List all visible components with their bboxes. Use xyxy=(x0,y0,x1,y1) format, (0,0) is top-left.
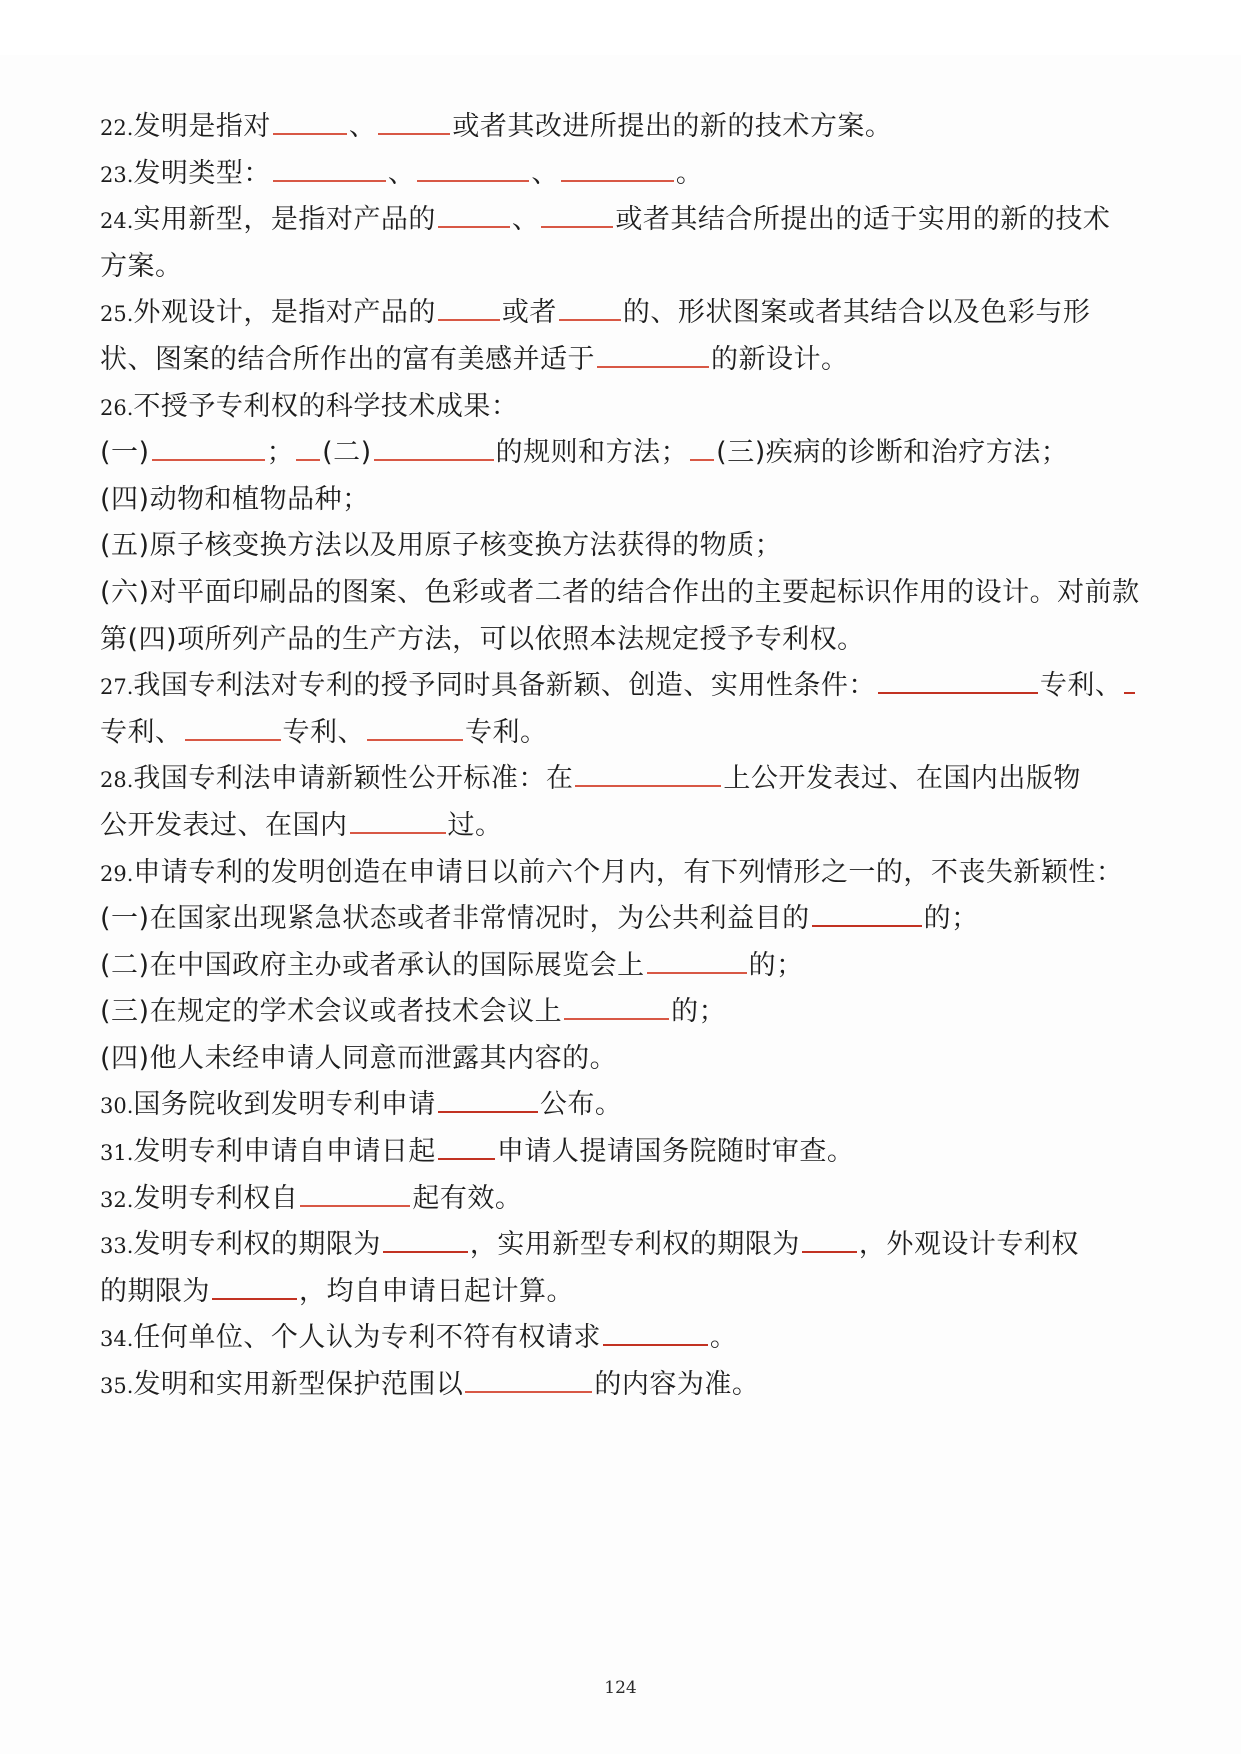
blank-underline xyxy=(438,201,510,229)
document-line xyxy=(100,803,1145,850)
text-run: 实用新型，是指对产品的 xyxy=(133,204,436,236)
document-line xyxy=(100,756,1145,803)
blank-underline xyxy=(152,434,265,462)
page-number: 124 xyxy=(604,1678,637,1698)
blank-underline xyxy=(564,993,669,1021)
document-line xyxy=(100,337,1145,384)
question-number: 34. xyxy=(100,1327,134,1352)
document-line xyxy=(100,1176,1145,1223)
document-line xyxy=(100,384,1145,431)
question-number: 25. xyxy=(100,302,134,327)
text-run: 。 xyxy=(675,157,704,189)
text-run: 申请专利的发明创造在申请日以前六个月内，有下列情形之一的，不丧失新颖性： xyxy=(133,856,1124,888)
blank-underline xyxy=(296,434,320,462)
text-run: 的、形状图案或者其结合以及色彩与形 xyxy=(622,297,1091,329)
text-run: 、 xyxy=(387,157,416,189)
blank-underline xyxy=(559,294,621,322)
document-line xyxy=(100,1269,1145,1316)
blank-underline xyxy=(374,434,494,462)
document-line xyxy=(100,244,1145,291)
question-number: 30. xyxy=(100,1094,134,1119)
blank-underline xyxy=(273,107,347,135)
document-line xyxy=(100,1315,1145,1362)
text-run: (四)动物和植物品种； xyxy=(100,483,370,515)
text-run: 、 xyxy=(531,157,559,189)
document-line xyxy=(100,430,1145,477)
blank-underline xyxy=(185,713,281,741)
text-run: ，实用新型专利权的期限为 xyxy=(469,1229,800,1261)
text-run: 外观设计，是指对产品的 xyxy=(133,297,436,329)
text-run: (一)在国家出现紧急状态或者非常情况时，为公共利益目的 xyxy=(100,903,810,935)
text-run: 我国专利法申请新颖性公开标准：在 xyxy=(133,763,574,795)
blank-underline xyxy=(212,1272,297,1300)
text-run: 专利、 xyxy=(100,716,183,748)
text-run: 公布。 xyxy=(539,1089,623,1121)
question-number: 32. xyxy=(100,1187,134,1212)
document-body xyxy=(100,104,1145,1409)
document-line xyxy=(100,896,1145,943)
text-run: 的； xyxy=(923,903,979,935)
text-run: 起有效。 xyxy=(412,1182,523,1214)
blank-underline xyxy=(575,760,721,788)
text-run: 。 xyxy=(709,1322,738,1354)
blank-underline xyxy=(878,666,1038,694)
blank-underline xyxy=(438,294,500,322)
question-number: 33. xyxy=(100,1234,134,1259)
text-run: 发明和实用新型保护范围以 xyxy=(133,1369,464,1401)
document-line xyxy=(100,943,1145,990)
text-run: 过。 xyxy=(447,809,503,841)
text-run: ，均自申请日起计算。 xyxy=(299,1275,574,1307)
text-run: (三)在规定的学术会议或者技术会议上 xyxy=(100,996,563,1028)
blank-underline xyxy=(438,1086,538,1114)
text-run: (一) xyxy=(100,437,150,469)
text-run: 的期限为 xyxy=(100,1275,210,1307)
blank-underline xyxy=(603,1319,708,1347)
blank-underline xyxy=(465,1365,592,1393)
blank-underline xyxy=(383,1226,468,1254)
blank-underline xyxy=(812,899,922,927)
blank-underline xyxy=(541,201,613,229)
document-line xyxy=(100,1129,1145,1176)
document-line xyxy=(100,1222,1145,1269)
text-run: 专利、 xyxy=(1039,670,1123,702)
text-run: 上公开发表过、在国内出版物 xyxy=(723,763,1081,795)
text-run: 发明专利权的期限为 xyxy=(133,1229,381,1261)
blank-underline xyxy=(300,1179,410,1207)
text-run: 发明类型： xyxy=(133,157,271,189)
text-run: (六)对平面印刷品的图案、色彩或者二者的结合作出的主要起标识作用的设计。对前款 xyxy=(100,576,1140,608)
blank-underline xyxy=(350,806,446,834)
text-run: 的； xyxy=(748,949,804,981)
text-run: 发明专利权自 xyxy=(133,1182,299,1214)
blank-underline xyxy=(802,1226,857,1254)
text-run: 或者其改进所提出的新的技术方案。 xyxy=(452,111,893,142)
text-run: 方案。 xyxy=(100,250,183,282)
document-line xyxy=(100,1362,1145,1409)
text-run: 我国专利法对专利的授予同时具备新颖、创造、实用性条件： xyxy=(133,670,876,702)
blank-underline xyxy=(561,154,674,182)
text-run: 或者其结合所提出的适于实用的新的技术 xyxy=(615,204,1111,236)
document-line xyxy=(100,989,1145,1036)
document-line xyxy=(100,710,1145,757)
text-run: 申请人提请国务院随时审查。 xyxy=(496,1136,855,1168)
text-run: 第(四)项所列产品的生产方法，可以依照本法规定授予专利权。 xyxy=(100,623,865,655)
text-run: (三)疾病的诊断和治疗方法； xyxy=(716,437,1069,469)
document-line xyxy=(100,290,1145,337)
question-number: 28. xyxy=(100,768,134,793)
text-run: 的； xyxy=(671,996,727,1028)
document-line xyxy=(100,570,1145,617)
text-run: 发明是指对 xyxy=(133,111,271,142)
question-number: 35. xyxy=(100,1374,134,1399)
text-run: 的规则和方法； xyxy=(495,437,689,469)
question-number: 31. xyxy=(100,1141,134,1166)
blank-underline xyxy=(378,107,450,135)
blank-underline xyxy=(690,434,714,462)
text-run: ，外观设计专利权 xyxy=(858,1229,1079,1261)
text-run: 专利、 xyxy=(282,716,365,748)
text-run: 、 xyxy=(511,204,540,236)
document-line xyxy=(100,477,1145,524)
blank-underline xyxy=(273,154,386,182)
scan-margin-strip xyxy=(0,0,1241,55)
document-line xyxy=(100,663,1145,710)
text-run: 、 xyxy=(348,111,377,142)
text-run: 状、图案的结合所作出的富有美感并适于 xyxy=(100,343,595,375)
blank-underline xyxy=(367,713,463,741)
text-run: 或者 xyxy=(501,297,557,329)
question-number: 26. xyxy=(100,395,134,420)
document-line xyxy=(100,151,1145,198)
blank-underline xyxy=(438,1132,495,1160)
text-run: (四)他人未经申请人同意而泄露其内容的。 xyxy=(100,1042,618,1074)
text-run: ； xyxy=(266,437,295,469)
text-run: 发明专利申请自申请日起 xyxy=(133,1136,436,1168)
document-line xyxy=(100,523,1145,570)
text-run: 的新设计。 xyxy=(711,343,849,375)
blank-underline xyxy=(417,154,529,182)
document-line xyxy=(100,1082,1145,1129)
text-run: 公开发表过、在国内 xyxy=(100,809,348,841)
document-line xyxy=(100,104,1145,151)
text-run: (五)原子核变换方法以及用原子核变换方法获得的物质； xyxy=(100,530,783,562)
blank-underline xyxy=(1124,666,1135,694)
text-run: (二)在中国政府主办或者承认的国际展览会上 xyxy=(100,949,645,981)
question-number: 22. xyxy=(100,116,134,140)
blank-underline xyxy=(647,946,747,974)
text-run: 不授予专利权的科学技术成果： xyxy=(133,390,519,422)
document-line xyxy=(100,850,1145,897)
document-line xyxy=(100,197,1145,244)
question-number: 24. xyxy=(100,209,134,234)
text-run: 任何单位、个人认为专利不符有权请求 xyxy=(133,1322,601,1354)
text-run: 国务院收到发明专利申请 xyxy=(133,1089,436,1121)
document-line xyxy=(100,1036,1145,1083)
question-number: 23. xyxy=(100,162,134,187)
text-run: 专利。 xyxy=(465,716,548,748)
text-run: (二) xyxy=(322,437,372,469)
document-line xyxy=(100,617,1145,664)
text-run: 的内容为准。 xyxy=(594,1369,760,1401)
question-number: 27. xyxy=(100,675,134,700)
question-number: 29. xyxy=(100,861,134,886)
blank-underline xyxy=(597,340,709,368)
